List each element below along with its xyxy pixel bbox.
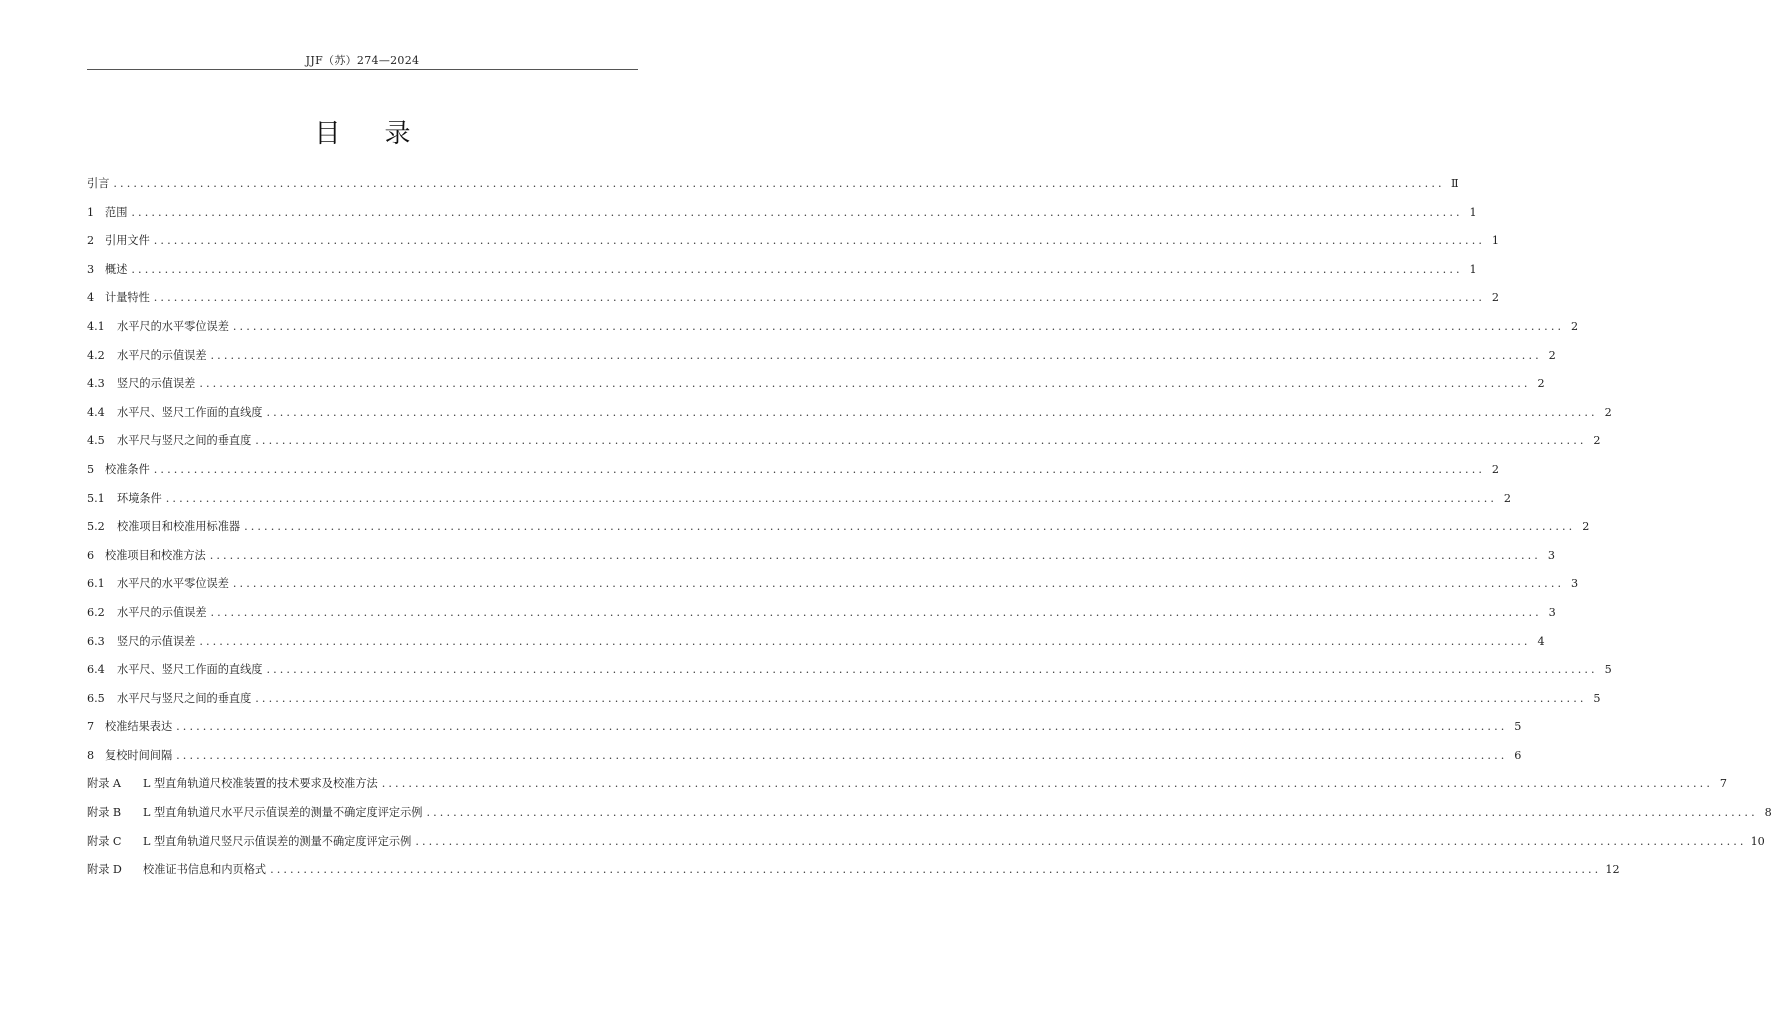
toc-entry-page: 5	[1593, 691, 1601, 705]
toc-entry-page: 6	[1514, 748, 1522, 762]
toc-entry[interactable]	[87, 174, 1459, 203]
header-divider	[87, 69, 638, 70]
toc-entry-page: 1	[1469, 205, 1477, 219]
toc-entry[interactable]	[87, 746, 1522, 775]
toc-entry-number: 附录 B	[87, 806, 122, 820]
toc-entry[interactable]	[87, 231, 1500, 260]
toc-entry-page: 1	[1491, 234, 1500, 248]
toc-entry-number: 7	[87, 720, 95, 734]
toc-entry-label: 水平尺与竖尺之间的垂直度	[117, 691, 252, 705]
toc-dot-leader: ........................................................................................................................................................................................................	[209, 548, 1541, 562]
toc-entry-label: 校准证书信息和内页格式	[143, 863, 267, 877]
toc-entry-page: 8	[1764, 806, 1772, 820]
toc-entry-page: 3	[1548, 605, 1556, 619]
toc-entry[interactable]	[87, 346, 1556, 375]
toc-entry-label: 水平尺的示值误差	[117, 605, 207, 619]
toc-entry-number: 6.3	[87, 634, 105, 648]
toc-entry-label: L 型直角轨道尺竖尺示值误差的测量不确定度评定示例	[143, 834, 412, 848]
toc-dot-leader: ........................................................................................................................................................................................................	[232, 577, 1565, 591]
toc-entry[interactable]	[87, 832, 1765, 861]
toc-entry-page: 2	[1503, 491, 1512, 505]
toc-dot-leader: ........................................................................................................................................................................................................	[176, 720, 1508, 734]
toc-dot-leader: ........................................................................................................................................................................................................	[232, 319, 1565, 333]
toc-entry-label: 引用文件	[105, 234, 150, 248]
toc-dot-leader: ........................................................................................................................................................................................................	[381, 777, 1713, 791]
toc-entry-page: 2	[1593, 434, 1601, 448]
toc-entry-label: 校准条件	[105, 462, 150, 476]
toc-dot-leader: ........................................................................................................................................................................................................	[113, 177, 1445, 190]
toc-entry-page: 4	[1537, 634, 1545, 648]
toc-entry[interactable]	[87, 203, 1477, 232]
toc-entry-number: 6.1	[87, 577, 105, 591]
toc-entry[interactable]	[87, 803, 1772, 832]
toc-entry[interactable]	[87, 317, 1579, 346]
toc-dot-leader: ........................................................................................................................................................................................................	[266, 405, 1598, 419]
toc-entry-label: 范围	[105, 205, 128, 219]
toc-entry[interactable]	[87, 460, 1500, 489]
toc-entry-number: 6	[87, 548, 95, 562]
toc-entry-label: 复校时间间隔	[105, 748, 173, 762]
toc-entry-page: 2	[1571, 319, 1579, 333]
toc-entry-number: 1	[87, 205, 95, 219]
toc-dot-leader: ........................................................................................................................................................................................................	[210, 605, 1542, 619]
toc-entry-number: 6.5	[87, 691, 105, 705]
toc-dot-leader: ........................................................................................................................................................................................................	[210, 348, 1542, 362]
toc-entry-label: 竖尺的示值误差	[117, 634, 196, 648]
toc-entry-number: 附录 C	[87, 834, 122, 848]
toc-entry-label: 校准项目和校准用标准器	[117, 520, 241, 534]
toc-entry-page: 5	[1604, 663, 1612, 677]
toc-entry[interactable]	[87, 689, 1601, 718]
toc-entry-number: 4.3	[87, 377, 105, 391]
toc-entry-label: 概述	[105, 262, 128, 276]
toc-entry[interactable]	[87, 717, 1522, 746]
toc-dot-leader: ........................................................................................................................................................................................................	[244, 520, 1576, 534]
toc-entry[interactable]	[87, 517, 1590, 546]
toc-entry-number: 6.4	[87, 663, 105, 677]
toc-entry-number: 5	[87, 462, 95, 476]
toc-entry-number: 4.5	[87, 434, 105, 448]
toc-dot-leader: ........................................................................................................................................................................................................	[153, 234, 1486, 248]
toc-entry-label: 竖尺的示值误差	[117, 377, 196, 391]
toc-entry-page: 2	[1491, 291, 1500, 305]
toc-entry-page: 3	[1571, 577, 1579, 591]
table-of-contents	[87, 174, 1772, 889]
toc-entry-page: 3	[1547, 548, 1555, 562]
toc-entry-label: 水平尺的示值误差	[117, 348, 207, 362]
toc-title-char-1: 目	[314, 119, 341, 149]
toc-entry-page: 2	[1491, 462, 1500, 476]
toc-entry-page: 7	[1719, 777, 1727, 791]
toc-entry-number: 5.1	[87, 491, 105, 505]
toc-entry-page: 2	[1604, 405, 1612, 419]
toc-entry[interactable]	[87, 403, 1612, 432]
toc-entry-label: 水平尺、竖尺工作面的直线度	[117, 663, 263, 677]
toc-entry-page: 1	[1469, 262, 1477, 276]
toc-entry[interactable]	[87, 288, 1500, 317]
toc-entry-label: L 型直角轨道尺水平尺示值误差的测量不确定度评定示例	[143, 806, 423, 820]
toc-entry-label: 校准项目和校准方法	[105, 548, 206, 562]
toc-entry-number: 5.2	[87, 520, 105, 534]
toc-entry-page: 2	[1537, 377, 1545, 391]
toc-dot-leader: ........................................................................................................................................................................................................	[266, 663, 1598, 677]
toc-dot-leader: ........................................................................................................................................................................................................	[131, 262, 1463, 276]
document-code-header: JJF（苏）274—2024	[305, 54, 420, 67]
toc-entry-label: 引言	[87, 177, 110, 190]
toc-entry[interactable]	[87, 546, 1555, 575]
toc-dot-leader: ........................................................................................................................................................................................................	[176, 748, 1508, 762]
toc-dot-leader: ........................................................................................................................................................................................................	[255, 691, 1587, 705]
toc-entry[interactable]	[87, 632, 1545, 661]
toc-title-char-2: 录	[384, 119, 411, 149]
toc-entry-number: 3	[87, 262, 95, 276]
toc-dot-leader: ........................................................................................................................................................................................................	[426, 806, 1758, 820]
toc-entry[interactable]	[87, 660, 1612, 689]
toc-entry-number: 4.4	[87, 405, 105, 419]
toc-entry[interactable]	[87, 774, 1727, 803]
toc-dot-leader: ........................................................................................................................................................................................................	[165, 491, 1498, 505]
toc-dot-leader: ........................................................................................................................................................................................................	[131, 205, 1463, 219]
toc-entry[interactable]	[87, 260, 1477, 289]
toc-dot-leader: ........................................................................................................................................................................................................	[153, 291, 1486, 305]
toc-entry-label: 校准结果表达	[105, 720, 173, 734]
toc-entry-label: 环境条件	[117, 491, 162, 505]
toc-entry-number: 6.2	[87, 605, 105, 619]
toc-entry[interactable]	[87, 431, 1601, 460]
toc-entry-label: 水平尺的水平零位误差	[117, 577, 229, 591]
toc-entry-page: 12	[1605, 863, 1620, 877]
toc-entry-label: 计量特性	[105, 291, 150, 305]
toc-entry[interactable]	[87, 374, 1545, 403]
toc-entry-number: 8	[87, 748, 95, 762]
toc-entry-number: 4.1	[87, 319, 105, 333]
toc-entry-number: 附录 A	[87, 777, 122, 791]
toc-entry-label: 水平尺与竖尺之间的垂直度	[117, 434, 252, 448]
toc-dot-leader: ........................................................................................................................................................................................................	[415, 834, 1747, 848]
toc-entry-label: L 型直角轨道尺校准装置的技术要求及校准方法	[143, 777, 378, 791]
toc-dot-leader: ........................................................................................................................................................................................................	[153, 462, 1486, 476]
toc-entry-page: 2	[1582, 520, 1590, 534]
toc-entry-page: Ⅱ	[1451, 177, 1459, 190]
toc-dot-leader: ........................................................................................................................................................................................................	[270, 863, 1602, 877]
toc-entry[interactable]	[87, 489, 1512, 518]
toc-dot-leader: ........................................................................................................................................................................................................	[199, 377, 1531, 391]
toc-entry-page: 10	[1750, 834, 1765, 848]
toc-entry[interactable]	[87, 603, 1556, 632]
toc-entry[interactable]	[87, 860, 1620, 889]
toc-entry-page: 2	[1548, 348, 1556, 362]
toc-entry-label: 水平尺的水平零位误差	[117, 319, 229, 333]
toc-entry-page: 5	[1514, 720, 1522, 734]
toc-entry-number: 4	[87, 291, 95, 305]
toc-dot-leader: ........................................................................................................................................................................................................	[199, 634, 1531, 648]
toc-entry[interactable]	[87, 574, 1579, 603]
toc-entry-number: 2	[87, 234, 95, 248]
toc-entry-number: 附录 D	[87, 863, 122, 877]
toc-title	[87, 113, 638, 150]
toc-dot-leader: ........................................................................................................................................................................................................	[255, 434, 1587, 448]
toc-entry-number: 4.2	[87, 348, 105, 362]
toc-entry-label: 水平尺、竖尺工作面的直线度	[117, 405, 263, 419]
